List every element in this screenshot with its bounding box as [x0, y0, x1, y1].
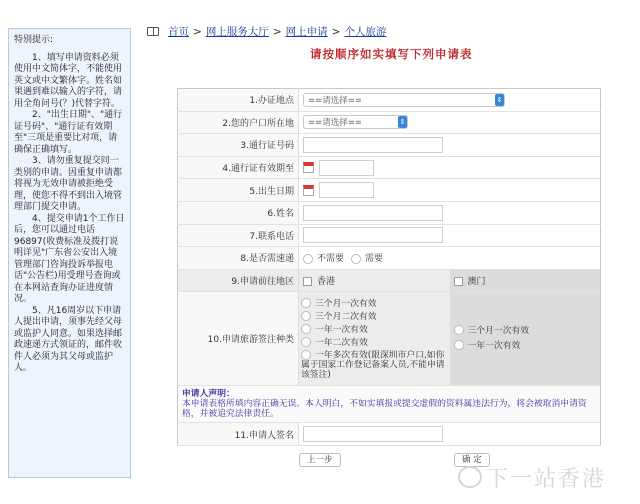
signature-label: 11.申请人签名 — [178, 423, 299, 446]
express-no-label: 不需要 — [317, 254, 345, 265]
mo-visa-radio[interactable] — [454, 340, 464, 350]
phone-input[interactable] — [303, 227, 443, 243]
hukou-select-value: ==请选择== — [308, 118, 362, 129]
tip: 2、"出生日期"、"通行证号码"、"通行证有效期至"三项是重要比对项，请确保正确填写。 — [14, 110, 123, 155]
tip: 4、提交申请1个工作日后，您可以通过电话96897(收费标准及拨打说明详见"广东省公安出入境管理部门咨询投诉举报电话"公告栏)用受理号查询或在本网站查询办证进度情况。 — [14, 213, 125, 304]
declaration — [178, 386, 601, 423]
birth-input[interactable] — [319, 182, 374, 198]
name-label: 6.姓名 — [178, 201, 299, 224]
tips-panel — [8, 28, 131, 478]
tip: 5、凡16周岁以下申请人提出申请，须事先经父母或监护人同意。如果选择邮政速递方式领证的，邮件收件人必须为其父母或监护人。 — [14, 305, 123, 373]
book-icon — [147, 27, 159, 36]
express-yes-radio[interactable] — [351, 254, 361, 264]
hk-visa-option: 一年二次有效 — [315, 337, 368, 348]
mo-visa-option: 一年一次有效 — [467, 340, 521, 351]
region-label: 9.申请前往地区 — [178, 269, 299, 292]
office-select-value: ==请选择== — [308, 95, 362, 106]
prev-button[interactable]: 上一步 — [299, 453, 341, 467]
tips-heading: 特别提示: — [14, 35, 54, 45]
birth-label: 5.出生日期 — [178, 179, 299, 202]
office-label: 1.办证地点 — [178, 89, 299, 112]
permit-expiry-input[interactable] — [319, 160, 374, 176]
hukou-select[interactable] — [303, 115, 408, 129]
hk-visa-radio[interactable] — [301, 324, 311, 334]
chevron-updown-icon: ⇕ — [399, 118, 406, 127]
confirm-button[interactable]: 确 定 — [454, 453, 490, 467]
calendar-icon[interactable] — [303, 162, 314, 173]
macau-checkbox[interactable] — [454, 277, 463, 286]
express-yes-label: 需要 — [364, 254, 383, 265]
calendar-icon[interactable] — [303, 185, 314, 196]
breadcrumb — [147, 24, 386, 39]
wechat-icon — [458, 466, 482, 488]
office-select[interactable] — [303, 93, 505, 107]
express-no-radio[interactable] — [303, 254, 313, 264]
phone-label: 7.联系电话 — [178, 224, 299, 247]
breadcrumb-separator: > — [193, 25, 202, 38]
name-input[interactable] — [303, 205, 443, 221]
hk-visa-radio[interactable] — [301, 298, 311, 308]
hk-visa-option: 三个月二次有效 — [315, 311, 377, 322]
page-title: 请按顺序如实填写下列申请表 — [310, 47, 473, 61]
declaration-title: 申请人声明： — [182, 389, 235, 400]
hk-visa-radio[interactable] — [301, 311, 311, 321]
hongkong-checkbox[interactable] — [303, 277, 312, 286]
permit-no-input[interactable] — [303, 137, 443, 153]
application-form — [177, 88, 601, 446]
breadcrumb-personal-travel[interactable]: 个人旅游 — [344, 26, 387, 38]
hukou-label: 2.您的户口所在地 — [178, 111, 299, 134]
hk-visa-option: 一年一次有效 — [315, 324, 368, 335]
watermark: 下一站香港 — [486, 467, 607, 492]
breadcrumb-online-apply[interactable]: 网上申请 — [285, 26, 328, 38]
macau-label: 澳门 — [467, 277, 486, 288]
breadcrumb-separator: > — [331, 25, 341, 38]
mo-visa-option: 三个月一次有效 — [467, 325, 530, 336]
mo-visa-radio[interactable] — [454, 325, 464, 335]
declaration-text: 本申请表格所填内容正确无误。本人明白，不如实填报或提交虚假的资料属违法行为，将会被取消申请资格，并被追究法律责任。 — [182, 399, 587, 420]
permit-no-label: 3.通行证号码 — [178, 134, 299, 157]
tip: 1、填写申请资料必须使用中文简体字，不能使用英文或中文繁体字。姓名如果遇到难以输入的字符，请用全角问号(？)代替字符。 — [14, 52, 123, 109]
breadcrumb-service-hall[interactable]: 网上服务大厅 — [205, 26, 269, 38]
hk-visa-option: 一年多次有效(限深圳市户口,如你属于国家工作登记备案人员,不能申请该签注) — [301, 350, 445, 381]
visa-label: 10.申请旅游签注种类 — [178, 292, 299, 386]
hk-visa-radio[interactable] — [301, 337, 311, 347]
express-label: 8.是否需速递 — [178, 247, 299, 270]
chevron-updown-icon: ⇕ — [496, 95, 503, 104]
hk-visa-radio[interactable] — [301, 350, 311, 360]
permit-expiry-label: 4.通行证有效期至 — [178, 156, 299, 179]
signature-input[interactable] — [303, 426, 443, 442]
hongkong-label: 香港 — [317, 277, 336, 288]
hk-visa-option: 三个月一次有效 — [315, 298, 377, 309]
breadcrumb-home[interactable]: 首页 — [168, 26, 189, 38]
tip: 3、请勿重复提交同一类别的申请。因重复申请都将视为无效申请被拒绝受理，使您不得不到出入境管理部门提交申请。 — [14, 156, 123, 212]
breadcrumb-separator: > — [272, 25, 282, 38]
